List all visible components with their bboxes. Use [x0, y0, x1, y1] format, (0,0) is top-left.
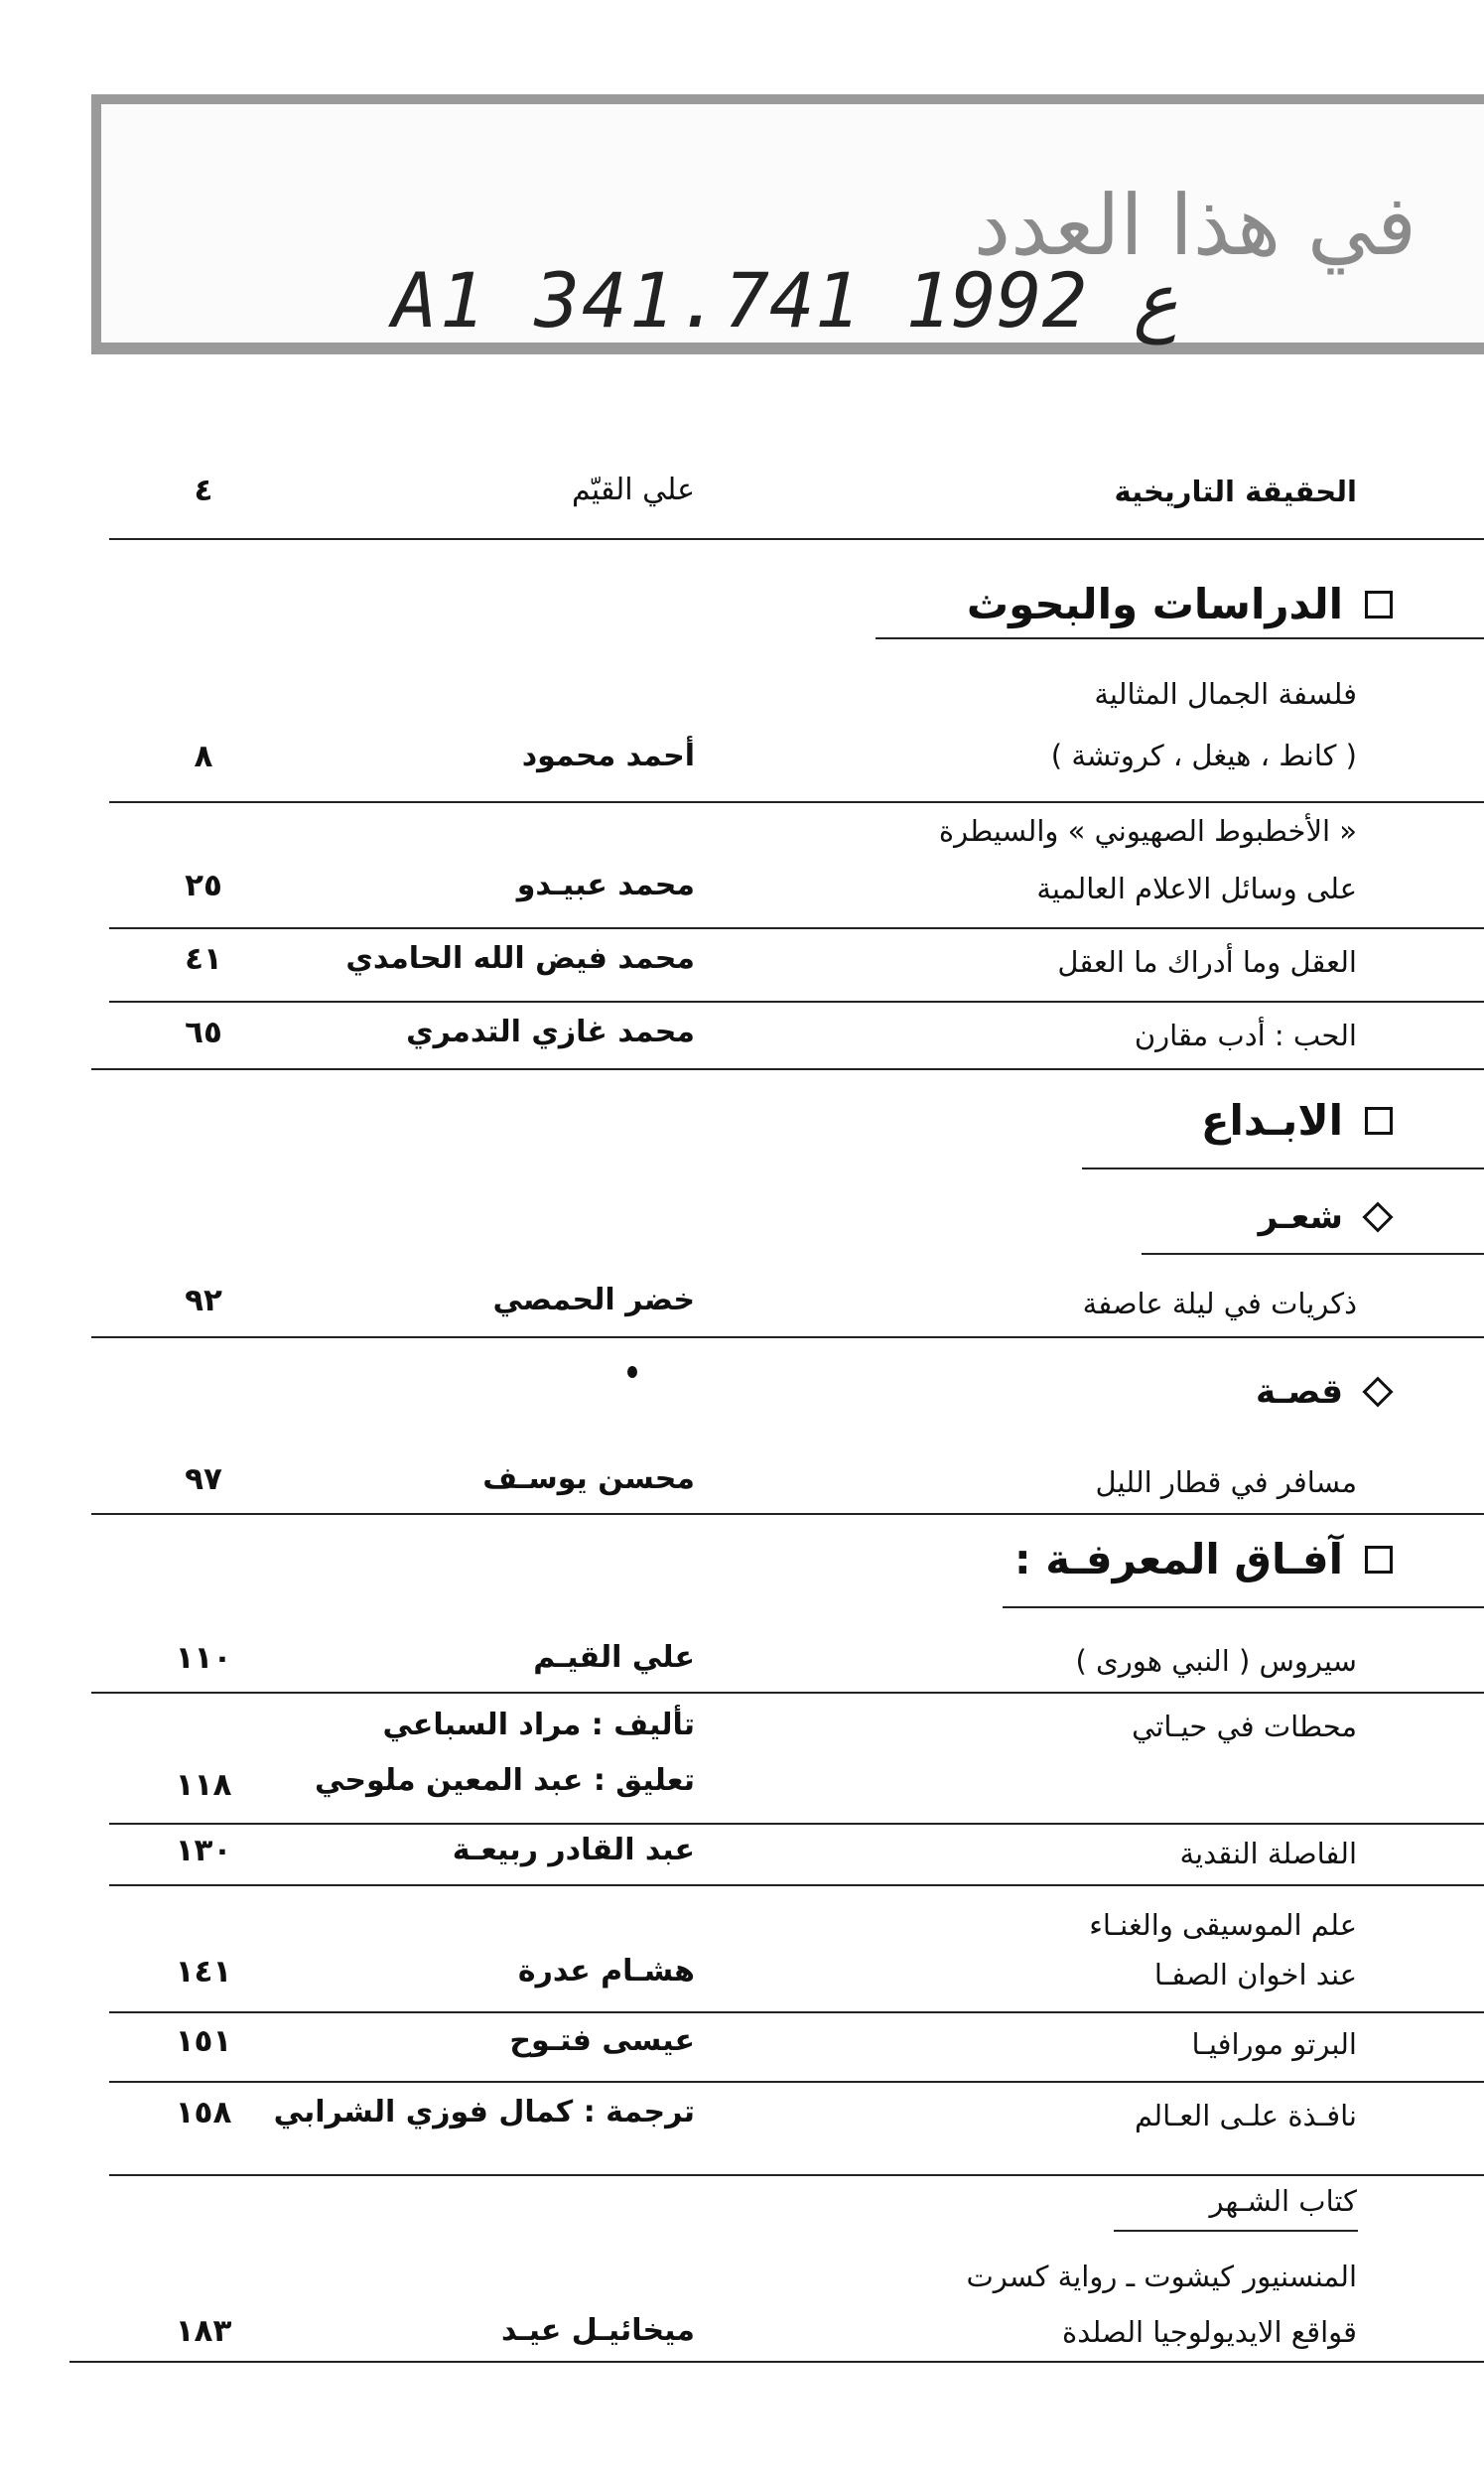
entry-title: الحقيقة التاريخية	[1114, 475, 1357, 508]
entry-title: علم الموسيقى والغنـاء	[1089, 1908, 1357, 1942]
divider	[109, 1823, 1484, 1825]
divider	[91, 1692, 1484, 1694]
subsection-underline	[1114, 2230, 1358, 2232]
entry-title: ذكريات في ليلة عاصفة	[1082, 1287, 1357, 1320]
entry-page: ٩٢	[185, 1283, 222, 1318]
entry-page: ١٤١	[175, 1954, 232, 1990]
divider	[91, 1513, 1484, 1515]
entry-title: البرتو مورافيـا	[1191, 2027, 1357, 2061]
entry-page: ٤	[194, 473, 213, 508]
entry-title: مسافر في قطار الليل	[1095, 1465, 1357, 1499]
entry-author: محمد فيض الله الحامدي	[345, 941, 695, 976]
divider	[109, 1884, 1484, 1886]
entry-page: ٤١	[185, 941, 222, 977]
entry-title: محطات في حيـاتي	[1132, 1710, 1357, 1743]
subsection-heading-poetry	[1259, 1197, 1393, 1237]
ink-speck	[627, 1366, 637, 1378]
entry-author: ترجمة : كمال فوزي الشرابي	[273, 2095, 695, 2129]
entry-title: المنسنيور كيشوت ـ رواية كسرت	[966, 2260, 1357, 2293]
diamond-bullet-icon	[1362, 1376, 1393, 1407]
section-underline	[876, 637, 1484, 639]
checkbox-square-icon	[1365, 1546, 1393, 1574]
entry-author: عيسى فتـوح	[509, 2023, 695, 2058]
entry-page: ١٥١	[175, 2023, 232, 2059]
entry-title: الحب : أدب مقارن	[1134, 1019, 1357, 1052]
subsection-underline	[1142, 1253, 1484, 1255]
entry-title: فلسفة الجمال المثالية	[1094, 677, 1357, 711]
divider	[69, 2361, 1484, 2363]
entry-author: أحمد محمود	[521, 739, 695, 773]
section-heading-label: الدراسات والبحوث	[966, 580, 1343, 628]
entry-title: نافـذة علـى العـالم	[1134, 2099, 1357, 2132]
diamond-bullet-icon	[1362, 1201, 1393, 1232]
divider	[109, 2174, 1484, 2176]
entry-page: ١٨٣	[175, 2313, 232, 2349]
section-heading-horizons	[1014, 1535, 1393, 1583]
checkbox-square-icon	[1365, 1107, 1393, 1135]
entry-author: خضر الحمصي	[492, 1283, 695, 1317]
entry-page: ٨	[194, 739, 213, 774]
entry-author: عبد القادر ربيعـة	[452, 1833, 695, 1867]
divider	[109, 2081, 1484, 2083]
divider	[109, 927, 1484, 929]
issue-contents-title: في هذا العدد	[973, 177, 1417, 274]
entry-title: العقل وما أدراك ما العقل	[1057, 945, 1357, 979]
divider	[91, 1068, 1484, 1070]
entry-author: محمد عبيـدو	[516, 868, 695, 902]
handwritten-catalog-number: A1 341.ع 1992 741	[392, 256, 1178, 344]
entry-title-line2: قواقع الايديولوجيا الصلدة	[1062, 2315, 1357, 2349]
section-heading-label: الابـداع	[1200, 1096, 1343, 1145]
entry-author: علي القيـم	[533, 1640, 695, 1675]
section-heading-studies	[967, 580, 1393, 628]
entry-page: ٦٥	[185, 1015, 222, 1050]
divider	[109, 538, 1484, 540]
section-underline	[1003, 1606, 1484, 1608]
entry-author: محسن يوسـف	[482, 1461, 695, 1496]
entry-author: محمد غازي التدمري	[406, 1015, 695, 1049]
entry-author: ميخائيـل عيـد	[500, 2313, 695, 2348]
entry-author-line2: تعليق : عبد المعين ملوحي	[314, 1763, 695, 1798]
entry-author-line1: تأليف : مراد السباعي	[382, 1708, 695, 1742]
entry-page: ١٣٠	[175, 1833, 232, 1868]
entry-page: ١٥٨	[175, 2095, 232, 2130]
section-heading-label: آفـاق المعرفـة :	[1013, 1535, 1343, 1583]
entry-title-line2: ( كانط ، هيغل ، كروتشة )	[1050, 739, 1357, 772]
divider	[91, 1336, 1484, 1338]
subsection-heading-label: قصـة	[1255, 1372, 1343, 1412]
entry-title-line2: على وسائل الاعلام العالمية	[1036, 872, 1357, 905]
entry-title-line2: عند اخوان الصفـا	[1153, 1958, 1357, 1991]
entry-page: ٢٥	[185, 868, 222, 903]
subsection-heading-label: شعـر	[1258, 1197, 1343, 1237]
subsection-heading-story	[1256, 1372, 1393, 1412]
section-underline	[1082, 1167, 1484, 1169]
divider	[109, 801, 1484, 803]
section-heading-creativity	[1201, 1096, 1393, 1145]
entry-title: سيروس ( النبي هورى )	[1075, 1644, 1357, 1678]
checkbox-square-icon	[1365, 591, 1393, 618]
entry-author: علي القيّم	[571, 473, 695, 507]
divider	[109, 2011, 1484, 2013]
entry-author: هشـام عدرة	[517, 1954, 695, 1989]
divider	[109, 1001, 1484, 1003]
subsection-heading-book-of-month: كتاب الشـهر	[1209, 2184, 1357, 2218]
entry-page: ٩٧	[185, 1461, 222, 1497]
entry-page: ١١٨	[175, 1767, 232, 1803]
entry-page: ١١٠	[175, 1640, 232, 1676]
entry-title: الفاصلة النقدية	[1179, 1837, 1357, 1870]
entry-title: « الأخطبوط الصهيوني » والسيطرة	[938, 814, 1357, 848]
